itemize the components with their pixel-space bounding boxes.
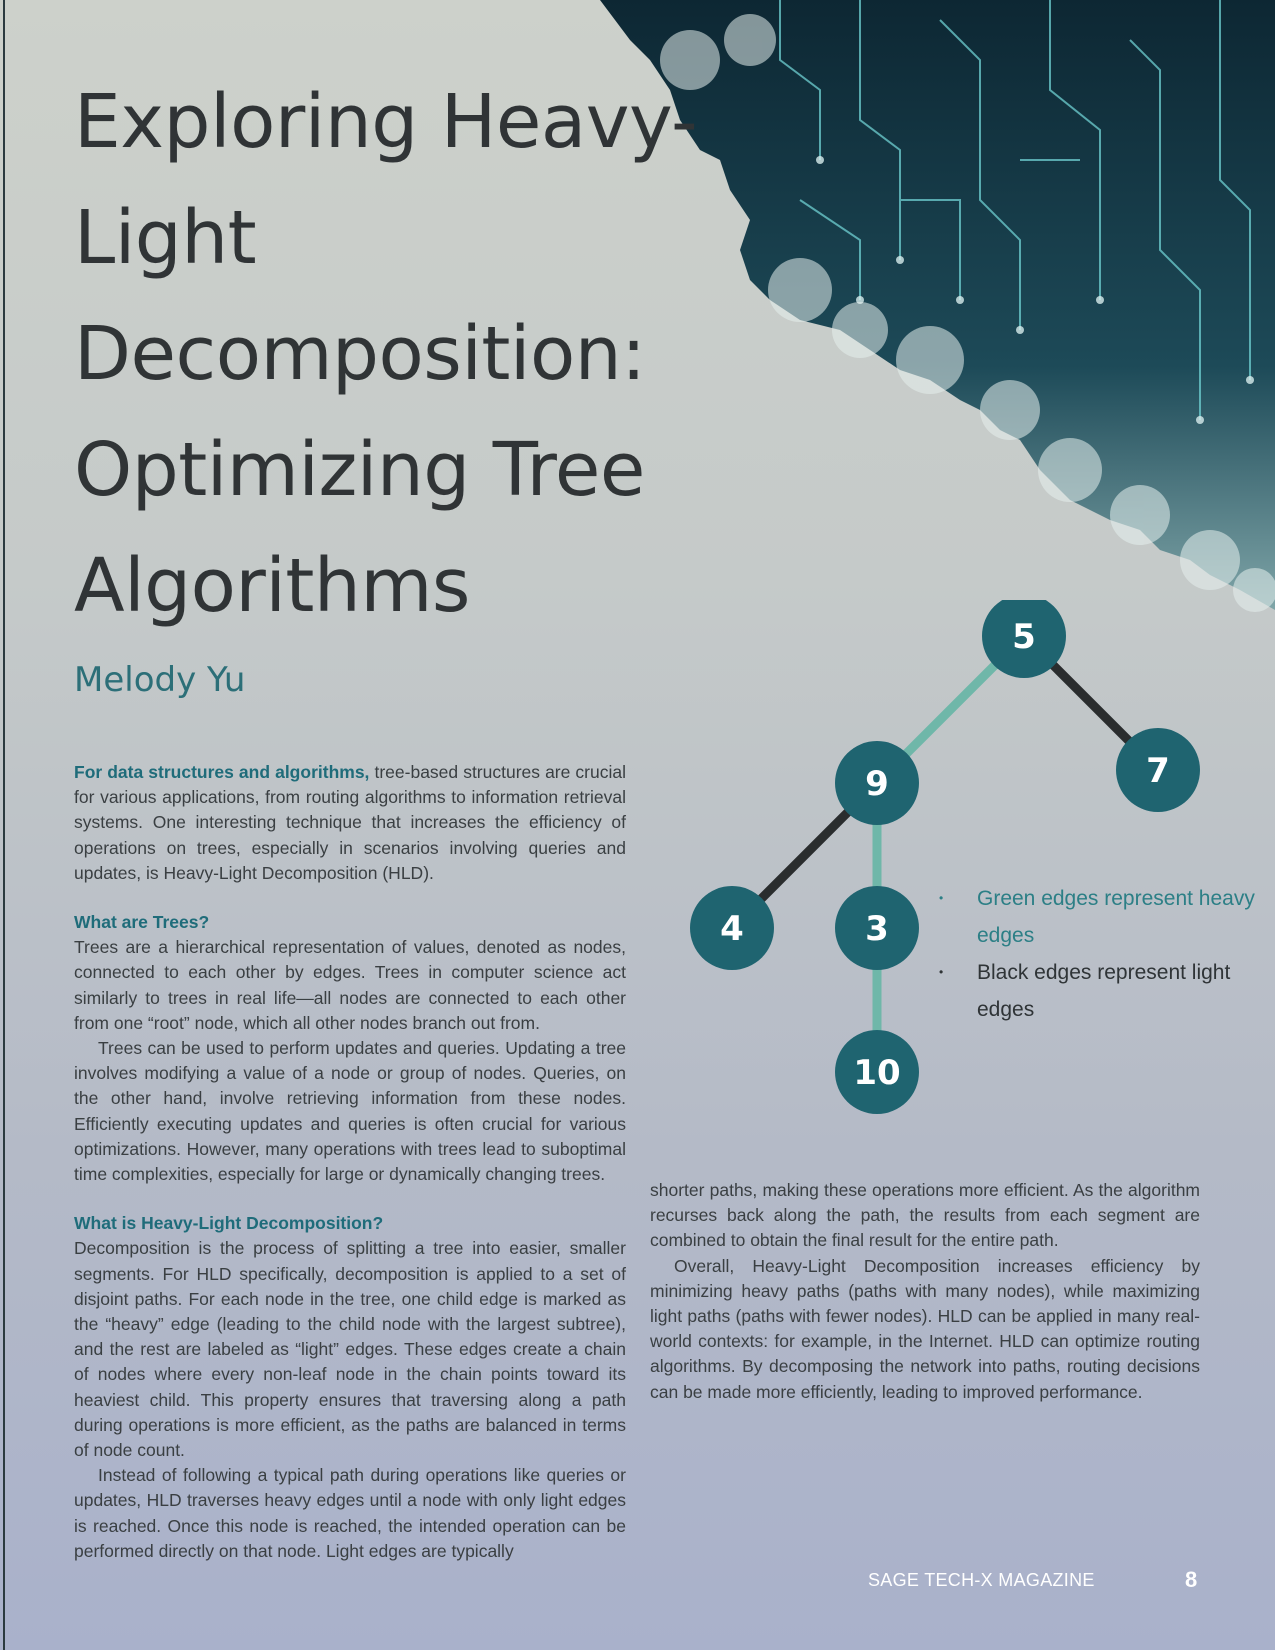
intro-paragraph — [74, 760, 626, 886]
section-heading-hld: What is Heavy-Light Decomposition? — [74, 1213, 384, 1234]
body-column-left — [74, 760, 626, 1564]
tree-node-label: 7 — [1146, 751, 1170, 791]
hld-tree-diagram — [680, 600, 1240, 1120]
tree-node-label: 4 — [720, 909, 744, 949]
left-border-rule — [3, 0, 5, 1650]
tree-node-label: 5 — [1012, 617, 1036, 657]
tree-node-9 — [835, 741, 919, 825]
tree-node-4 — [690, 886, 774, 970]
intro-text: tree-based structures are crucial for various applications, from routing algorithms to information retrieval systems. One interesting technique that increases the efficiency of operations on trees, especially in scenarios involving queries and updates, is Heavy-Light Decomposition (HLD). — [74, 762, 626, 883]
legend-light-edges: • Black edges represent light edges — [935, 954, 1255, 1028]
paragraph: Instead of following a typical path during operations like queries or updates, HLD traverses heavy edges until a node with only light edges is reached. Once this node is reached, the intended operation can be performed directly on that node. Light edges are typically — [74, 1465, 626, 1561]
tree-node-10 — [835, 1030, 919, 1114]
tree-node-3 — [835, 886, 919, 970]
paragraph: Decomposition is the process of splitting a tree into easier, smaller segments. For HLD specifically, decomposition is applied to a set of disjoint paths. For each node in the tree, one child edge is marked as the “heavy” edge (leading to the child node with the largest subtree), and the rest are labeled as “light” edges. These edges create a chain of nodes where every non-leaf node in the chain points toward its heaviest child. This property ensures that traversing along a path during operations is more efficient, as the paths are balanced in terms of node count. — [74, 1238, 626, 1461]
author-name: Melody Yu — [74, 660, 246, 700]
legend-heavy-edges: • Green edges represent heavy edges — [935, 880, 1255, 954]
footer-magazine-name: SAGE TECH-X MAGAZINE — [868, 1570, 1095, 1590]
paragraph: Trees are a hierarchical representation of values, denoted as nodes, connected to each other by edges. Trees in computer science act similarly to trees in real life—all nodes are connected to each other from one “root” node, which all other nodes branch out from. — [74, 937, 626, 1033]
page-number: 8 — [1185, 1567, 1198, 1592]
intro-lead: For data structures and algorithms, — [74, 762, 370, 782]
tree-node-7 — [1116, 728, 1200, 812]
body-column-right — [650, 1178, 1200, 1405]
article-title: Exploring Heavy-Light Decomposition: Optimizing Tree Algorithms — [74, 79, 698, 629]
paragraph: Overall, Heavy-Light Decomposition increases efficiency by minimizing heavy paths (paths with many nodes), while maximizing light paths (paths with fewer nodes). HLD can be applied in many real-world contexts: for example, in the Internet. HLD can optimize routing algorithms. By decomposing the network into paths, routing decisions can be made more efficiently, leading to improved performance. — [650, 1255, 1200, 1402]
paragraph: Trees can be used to perform updates and queries. Updating a tree involves modifying a value of a node or group of nodes. Queries, on the other hand, involve retrieving information from these nodes. Efficiently executing updates and queries is often crucial for various optimizations. However, many operations with trees lead to suboptimal time complexities, especially for large or dynamically changing trees. — [74, 1038, 626, 1185]
tree-node-label: 9 — [865, 764, 889, 804]
section-heading-trees: What are Trees? — [74, 912, 210, 933]
tree-node-label: 10 — [853, 1053, 901, 1093]
tree-legend — [935, 880, 1255, 1028]
tree-node-label: 3 — [865, 909, 889, 949]
paragraph: shorter paths, making these operations more efficient. As the algorithm recurses back along the path, the results from each segment are combined to obtain the final result for the entire path. — [650, 1180, 1200, 1251]
